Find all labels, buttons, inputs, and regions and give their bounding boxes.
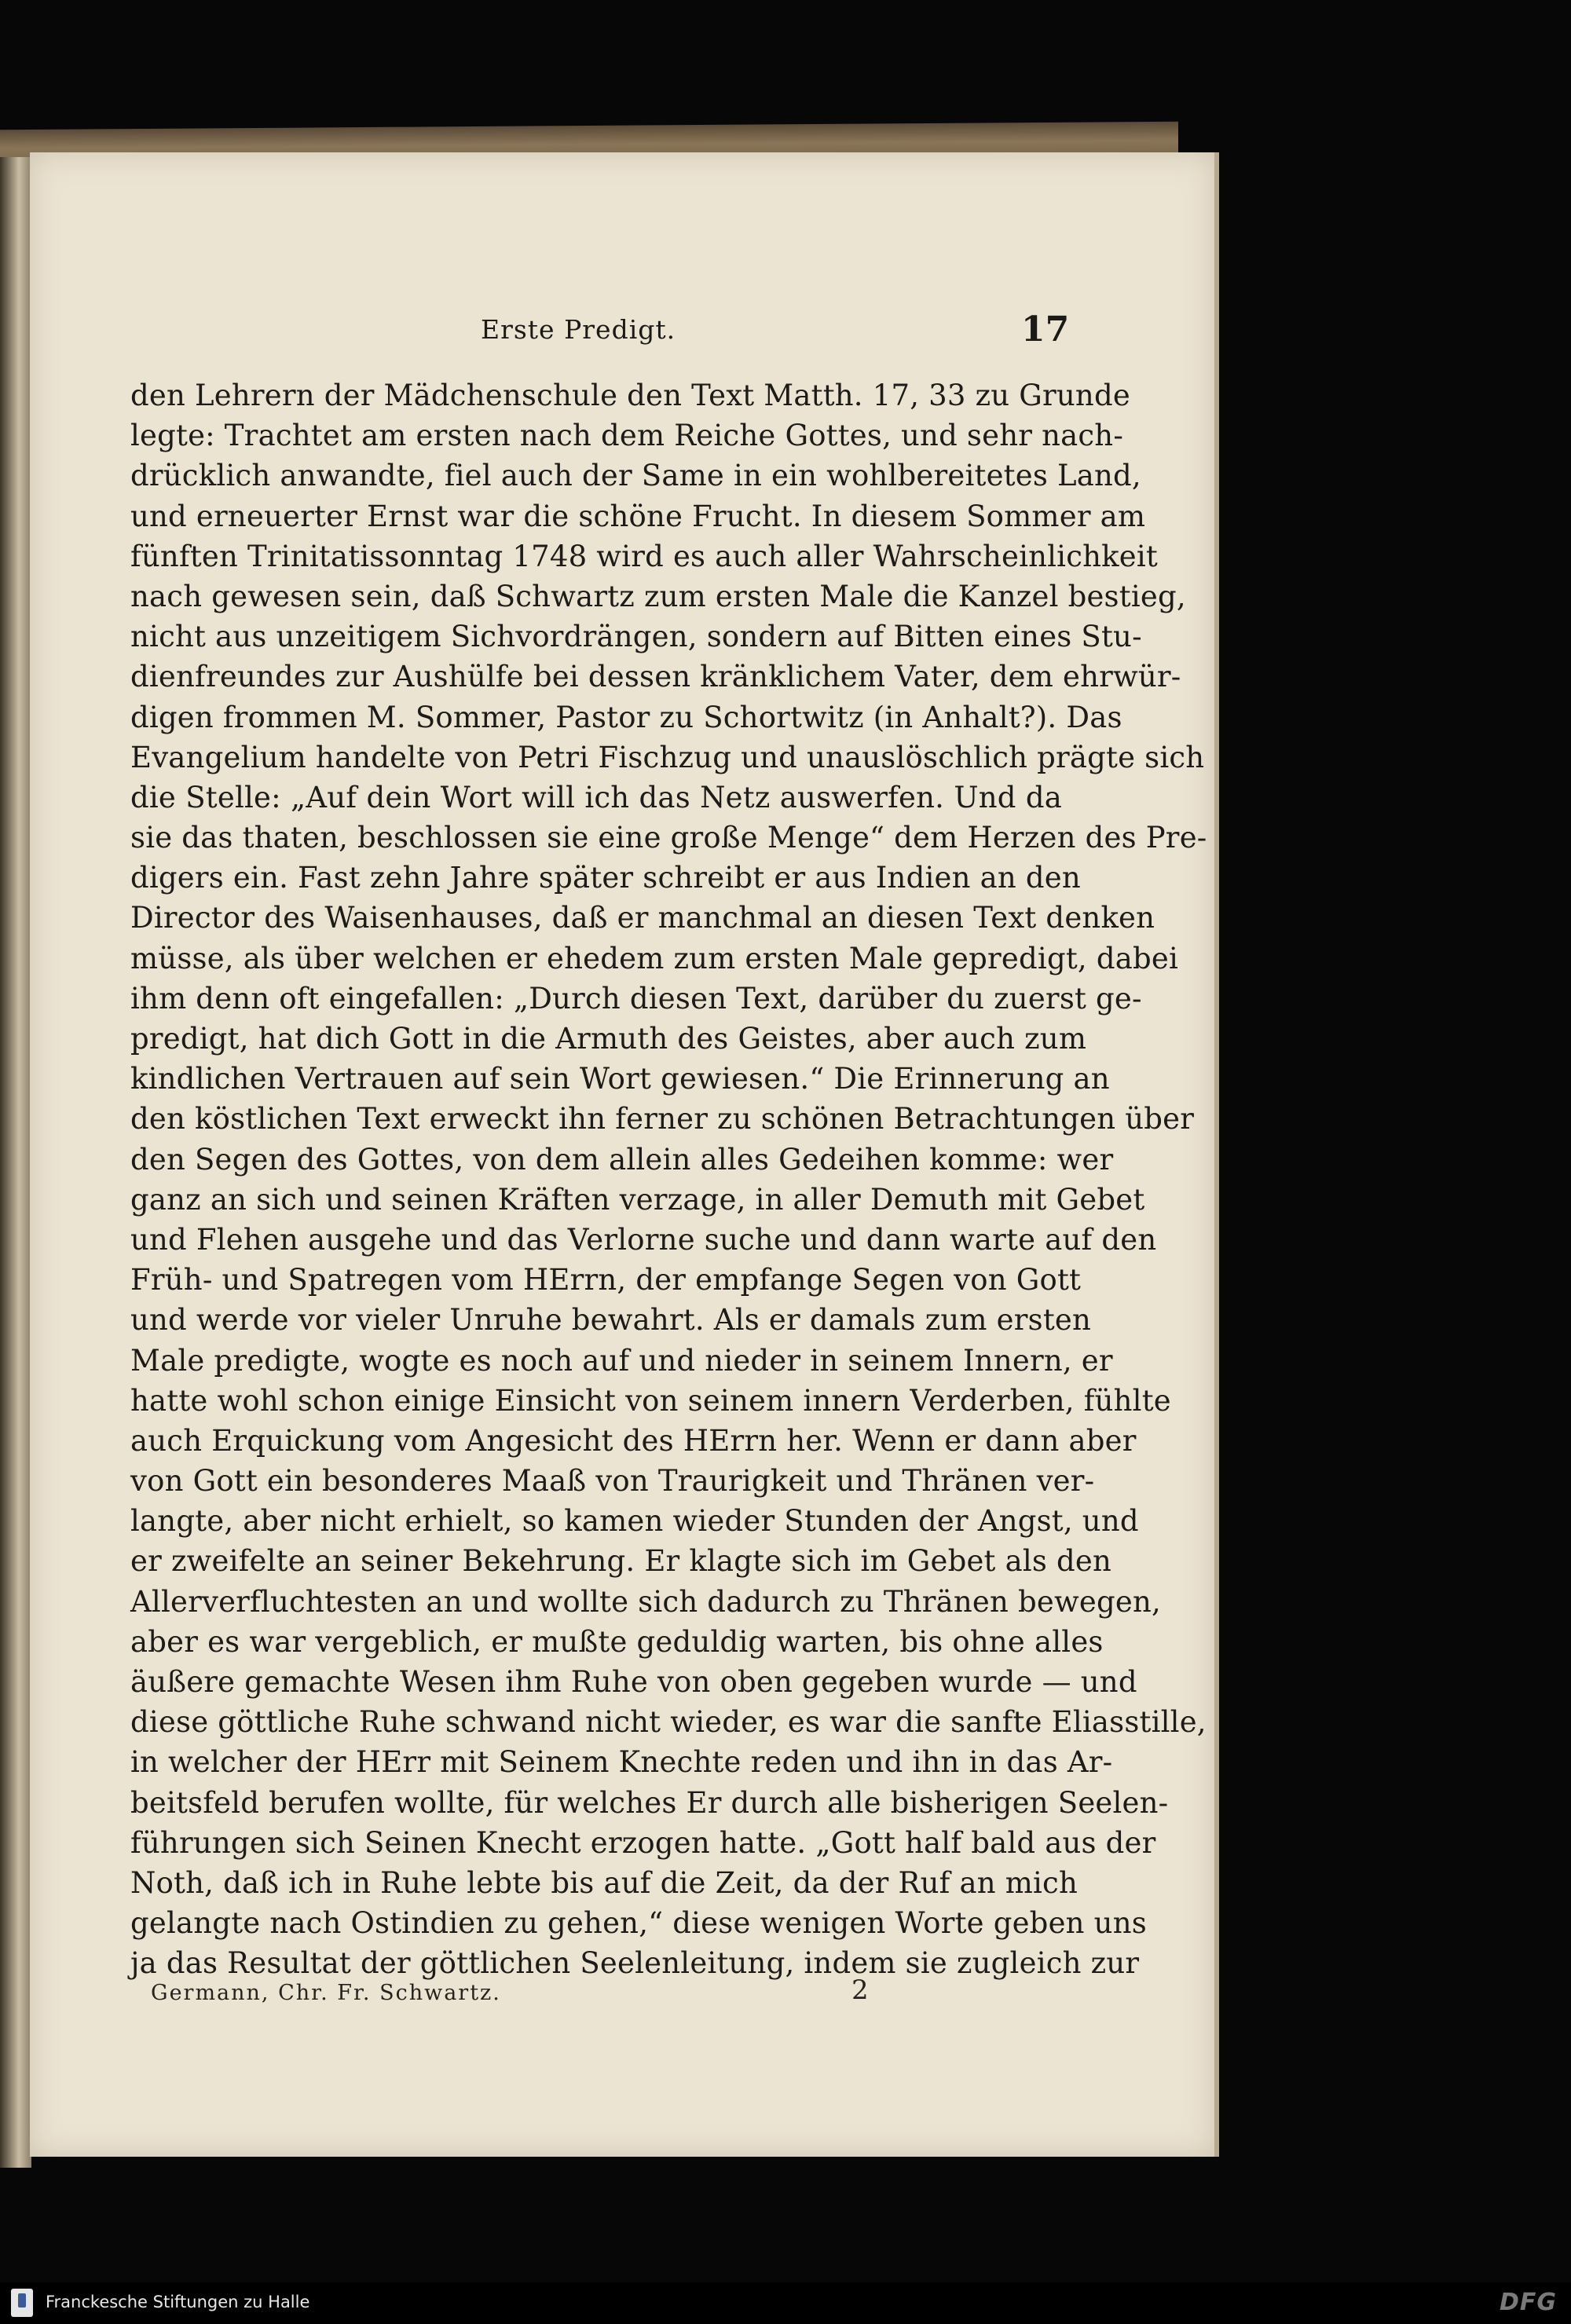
text-line: Noth, daß ich in Ruhe lebte bis auf die Zeit, da der Ruf an mich [130, 1865, 1078, 1900]
text-line: er zweifelte an seiner Bekehrung. Er klagte sich im Gebet als den [130, 1544, 1112, 1579]
text-line: von Gott ein besonderes Maaß von Traurigkeit und Thränen ver- [130, 1464, 1095, 1499]
institution-name[interactable]: Franckesche Stiftungen zu Halle [46, 2293, 310, 2311]
text-line: drücklich anwandte, fiel auch der Same in ein wohlbereitetes Land, [130, 459, 1141, 493]
text-line: hatte wohl schon einige Einsicht von seinem innern Verderben, fühlte [130, 1383, 1171, 1418]
text-line: Allerverfluchtesten an und wollte sich dadurch zu Thränen bewegen, [130, 1584, 1161, 1619]
text-line: aber es war vergeblich, er mußte geduldig warten, bis ohne alles [130, 1624, 1104, 1659]
text-line: und Flehen ausgehe und das Verlorne suche und dann warte auf den [130, 1222, 1157, 1257]
text-line: in welcher der HErr mit Seinem Knechte reden und ihn in das Ar- [130, 1745, 1113, 1780]
text-line: Früh- und Spatregen vom HErrn, der empfange Segen von Gott [130, 1263, 1082, 1297]
text-line: diese göttliche Ruhe schwand nicht wieder, es war die sanfte Eliasstille, [130, 1705, 1207, 1740]
text-line: digen frommen M. Sommer, Pastor zu Schortwitz (in Anhalt?). Das [130, 700, 1122, 734]
text-line: Director des Waisenhauses, daß er manchmal an diesen Text denken [130, 901, 1155, 935]
text-line: ihm denn oft eingefallen: „Durch diesen Text, darüber du zuerst ge- [130, 981, 1142, 1016]
text-line: ganz an sich und seinen Kräften verzage, in aller Demuth mit Gebet [130, 1182, 1145, 1217]
text-line: Evangelium handelte von Petri Fischzug und unauslöschlich prägte sich [130, 740, 1205, 774]
page-footer [0, 1974, 1571, 2012]
running-head [0, 309, 1571, 361]
running-title: Erste Predigt. [481, 314, 676, 345]
text-line: nicht aus unzeitigem Sichvordrängen, sondern auf Bitten eines Stu- [130, 620, 1142, 654]
text-line: dienfreundes zur Aushülfe bei dessen kränklichem Vater, dem ehrwür- [130, 660, 1181, 694]
text-line: langte, aber nicht erhielt, so kamen wieder Stunden der Angst, und [130, 1504, 1139, 1539]
text-line: digers ein. Fast zehn Jahre später schreibt er aus Indien an den [130, 861, 1081, 895]
signature-line: Germann, Chr. Fr. Schwartz. [151, 1981, 501, 2005]
text-line: sie das thaten, beschlossen sie eine große Menge“ dem Herzen des Pre- [130, 821, 1207, 855]
text-line: ja das Resultat der göttlichen Seelenleitung, indem sie zugleich zur [130, 1946, 1140, 1981]
body-text [130, 375, 1207, 1984]
dfg-logo: DFG [1499, 2289, 1557, 2316]
text-line: den köstlichen Text erweckt ihn ferner zu schönen Betrachtungen über [130, 1102, 1195, 1136]
book-fore-edge [0, 157, 31, 2168]
text-line: kindlichen Vertrauen auf sein Wort gewiesen.“ Die Erinnerung an [130, 1062, 1110, 1096]
text-line: führungen sich Seinen Knecht erzogen hatte. „Gott half bald aus der [130, 1825, 1156, 1860]
viewer-footer-bar [0, 2282, 1571, 2324]
text-line: gelangte nach Ostindien zu gehen,“ diese wenigen Worte geben uns [130, 1906, 1147, 1941]
text-line: Male predigte, wogte es noch auf und nieder in seinem Innern, er [130, 1343, 1113, 1378]
text-line: die Stelle: „Auf dein Wort will ich das Netz auswerfen. Und da [130, 780, 1062, 814]
text-line: fünften Trinitatissonntag 1748 wird es auch aller Wahrscheinlichkeit [130, 539, 1158, 573]
text-line: den Segen des Gottes, von dem allein alles Gedeihen komme: wer [130, 1142, 1114, 1177]
text-line: und werde vor vieler Unruhe bewahrt. Als er damals zum ersten [130, 1303, 1092, 1338]
text-line: müsse, als über welchen er ehedem zum ersten Male gepredigt, dabei [130, 941, 1178, 975]
text-line: den Lehrern der Mädchenschule den Text Matth. 17, 33 zu Grunde [130, 379, 1130, 412]
text-line: äußere gemachte Wesen ihm Ruhe von oben gegeben wurde — und [130, 1665, 1137, 1699]
text-line: beitsfeld berufen wollte, für welches Er durch alle bisherigen Seelen- [130, 1785, 1169, 1820]
sheet-number: 2 [851, 1974, 869, 2006]
text-line: und erneuerter Ernst war die schöne Frucht. In diesem Sommer am [130, 499, 1146, 533]
page-number: 17 [1021, 309, 1070, 350]
institution-logo-icon [11, 2289, 33, 2317]
text-line: predigt, hat dich Gott in die Armuth des Geistes, aber auch zum [130, 1022, 1087, 1056]
text-line: legte: Trachtet am ersten nach dem Reiche Gottes, und sehr nach- [130, 419, 1124, 453]
text-line: nach gewesen sein, daß Schwartz zum ersten Male die Kanzel bestieg, [130, 579, 1186, 613]
text-line: auch Erquickung vom Angesicht des HErrn her. Wenn er dann aber [130, 1423, 1137, 1458]
